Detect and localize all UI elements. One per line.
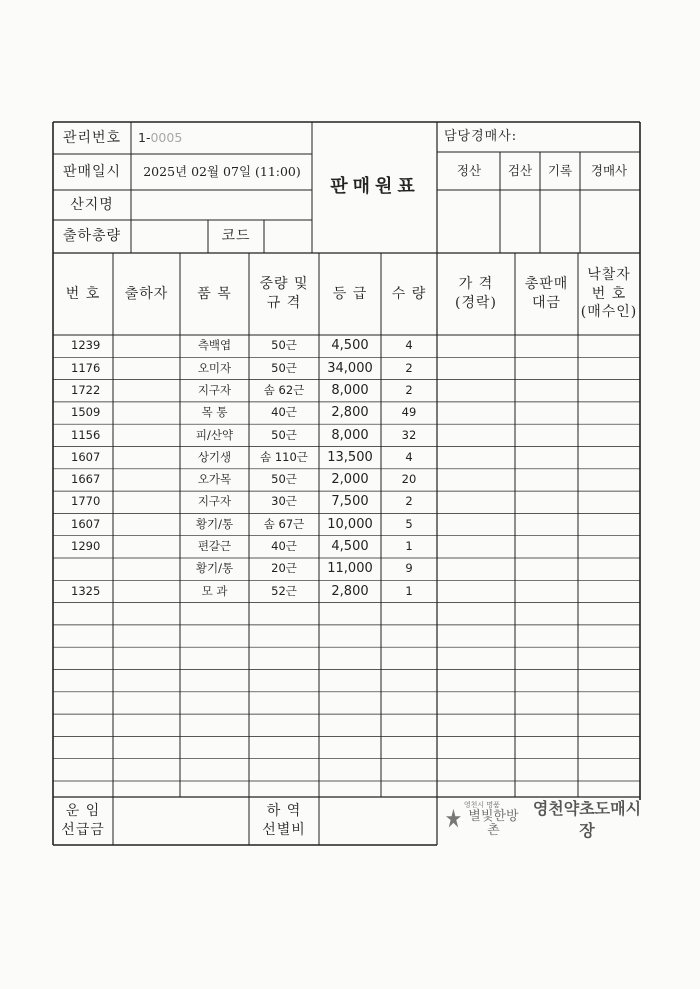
- code-value: [264, 220, 312, 253]
- row-qty-cell: 49: [401, 405, 417, 420]
- row-qty-cell: 32: [401, 427, 417, 442]
- row-grade-cell: 7,500: [331, 494, 369, 510]
- row-item-cell: 황기/통: [195, 561, 234, 576]
- sign-label-verification: 검산: [507, 162, 533, 178]
- column-header-grade: [319, 253, 381, 335]
- row-grade-cell: 8,000: [331, 427, 369, 443]
- column-header-text: 가 격: [458, 276, 494, 293]
- row-weight-cell: 30근: [271, 494, 297, 509]
- row-weight-cell: 솜 67근: [263, 516, 305, 531]
- column-header-text: 등 급: [332, 285, 368, 302]
- row-item-cell: 피/산약: [195, 427, 234, 442]
- freight-label-line1: 운 임: [65, 803, 101, 820]
- row-grade-cell: 13,500: [327, 449, 373, 465]
- logo-slogan: 별빛한방촌: [468, 808, 519, 838]
- row-item-cell: 오가목: [197, 472, 232, 487]
- auctioneer-label: 담당경매사:: [444, 129, 518, 145]
- column-header-text: 규 격: [266, 295, 302, 311]
- freight-label-line2: 선급금: [61, 822, 105, 838]
- sign-label-record: 기록: [547, 162, 573, 178]
- row-no-cell: 1239: [71, 338, 101, 353]
- row-grade-cell: 11,000: [327, 561, 373, 577]
- unloading-label: [249, 797, 319, 845]
- row-weight-cell: 20근: [271, 561, 297, 576]
- row-qty-cell: 9: [405, 561, 413, 576]
- column-header-text: (매수인): [580, 304, 638, 321]
- shipment-total-label: 출하총량: [62, 228, 122, 245]
- mgmt-number-value: [132, 122, 318, 154]
- row-no-cell: 1770: [71, 494, 101, 509]
- row-grade-cell: 8,000: [331, 382, 369, 398]
- row-item-cell: 측백엽: [197, 338, 232, 353]
- row-grade-cell: 4,500: [331, 338, 369, 354]
- column-header-text: 출하자: [124, 285, 169, 302]
- row-item-cell: 목 통: [201, 405, 228, 420]
- form-title: 판매원표: [330, 176, 420, 198]
- row-weight-cell: 50근: [271, 360, 297, 375]
- row-item-cell: 오미자: [197, 360, 232, 375]
- column-header-weight-spec: [249, 253, 319, 335]
- market-logo: [445, 800, 645, 840]
- row-no-cell: 1509: [71, 405, 101, 420]
- row-qty-cell: 2: [405, 382, 413, 397]
- column-header-total-sale: [515, 253, 578, 335]
- column-header-no: [53, 253, 113, 335]
- row-no-cell: 1607: [71, 516, 101, 531]
- logo-small-text: 영천시 명품: [463, 800, 500, 809]
- row-no-cell: 1290: [71, 539, 101, 554]
- row-no-cell: 1607: [71, 449, 101, 464]
- row-grade-cell: 10,000: [327, 516, 373, 532]
- sign-label-settlement: 정산: [456, 162, 482, 178]
- row-qty-cell: 5: [405, 516, 413, 531]
- row-no-cell: 1156: [71, 427, 101, 442]
- row-qty-cell: 20: [401, 472, 417, 487]
- freight-label: [53, 797, 113, 845]
- star-logo-icon: [445, 807, 462, 833]
- row-qty-cell: 2: [405, 360, 413, 375]
- shipment-total-value: [132, 220, 208, 253]
- logo-market-name: 영천약초도매시장: [532, 799, 642, 840]
- row-weight-cell: 52근: [271, 583, 297, 598]
- row-weight-cell: 40근: [271, 539, 297, 554]
- row-item-cell: 지구자: [197, 382, 232, 397]
- row-qty-cell: 4: [405, 338, 413, 353]
- row-grade-cell: 34,000: [327, 360, 373, 376]
- origin-label: 산지명: [70, 196, 114, 213]
- column-header-price: [437, 253, 515, 335]
- row-no-cell: 1667: [71, 472, 101, 487]
- column-header-text: 총판매: [524, 276, 569, 293]
- row-item-cell: 상기생: [197, 449, 232, 464]
- row-item-cell: 모 과: [201, 583, 228, 598]
- row-weight-cell: 40근: [271, 405, 297, 420]
- row-qty-cell: 1: [405, 583, 413, 598]
- row-weight-cell: 50근: [271, 338, 297, 353]
- column-header-text: 번 호: [65, 285, 101, 302]
- column-header-shipper: [113, 253, 180, 335]
- unloading-label-line1: 하 역: [266, 803, 302, 820]
- row-item-cell: 편갈근: [197, 539, 232, 554]
- row-qty-cell: 2: [405, 494, 413, 509]
- row-weight-cell: 솜 110근: [260, 449, 308, 464]
- column-header-quantity: [381, 253, 437, 335]
- row-grade-cell: 2,000: [331, 472, 369, 488]
- mgmt-number-suffix: 0005: [150, 129, 183, 145]
- mgmt-number-prefix: 1-: [138, 129, 151, 145]
- row-no-cell: 1176: [71, 360, 101, 375]
- row-qty-cell: 4: [405, 449, 413, 464]
- sale-date-value: 2025년 02월 07일 (11:00): [143, 163, 301, 179]
- column-header-text: 수 량: [391, 285, 427, 302]
- row-grade-cell: 2,800: [331, 583, 369, 599]
- row-no-cell: 1325: [71, 583, 101, 598]
- code-label: 코드: [221, 228, 251, 245]
- row-item-cell: 황기/통: [195, 516, 234, 531]
- sale-date-label: 판매일시: [62, 163, 122, 180]
- origin-value: [132, 190, 318, 220]
- column-header-text: 대금: [531, 295, 562, 311]
- row-grade-cell: 4,500: [331, 539, 369, 555]
- row-grade-cell: 2,800: [331, 405, 369, 421]
- row-no-cell: [53, 558, 125, 580]
- column-header-item: [180, 253, 249, 335]
- mgmt-number-label: 관리번호: [62, 129, 122, 146]
- row-weight-cell: 50근: [271, 472, 297, 487]
- column-header-buyer-number: [578, 253, 640, 335]
- row-qty-cell: 1: [405, 539, 413, 554]
- column-header-text: 번 호: [591, 285, 627, 302]
- row-weight-cell: 50근: [271, 427, 297, 442]
- column-header-text: 품 목: [197, 285, 232, 302]
- row-item-cell: 지구자: [197, 494, 232, 509]
- sign-label-auctioneer: 경매사: [590, 162, 628, 178]
- column-header-text: 중량 및: [259, 276, 309, 293]
- row-weight-cell: 솜 62근: [263, 382, 305, 397]
- column-header-text: 낙찰자: [587, 266, 631, 283]
- column-header-text: (경락): [455, 295, 497, 311]
- unloading-label-line2: 선별비: [262, 822, 306, 838]
- row-no-cell: 1722: [71, 382, 101, 397]
